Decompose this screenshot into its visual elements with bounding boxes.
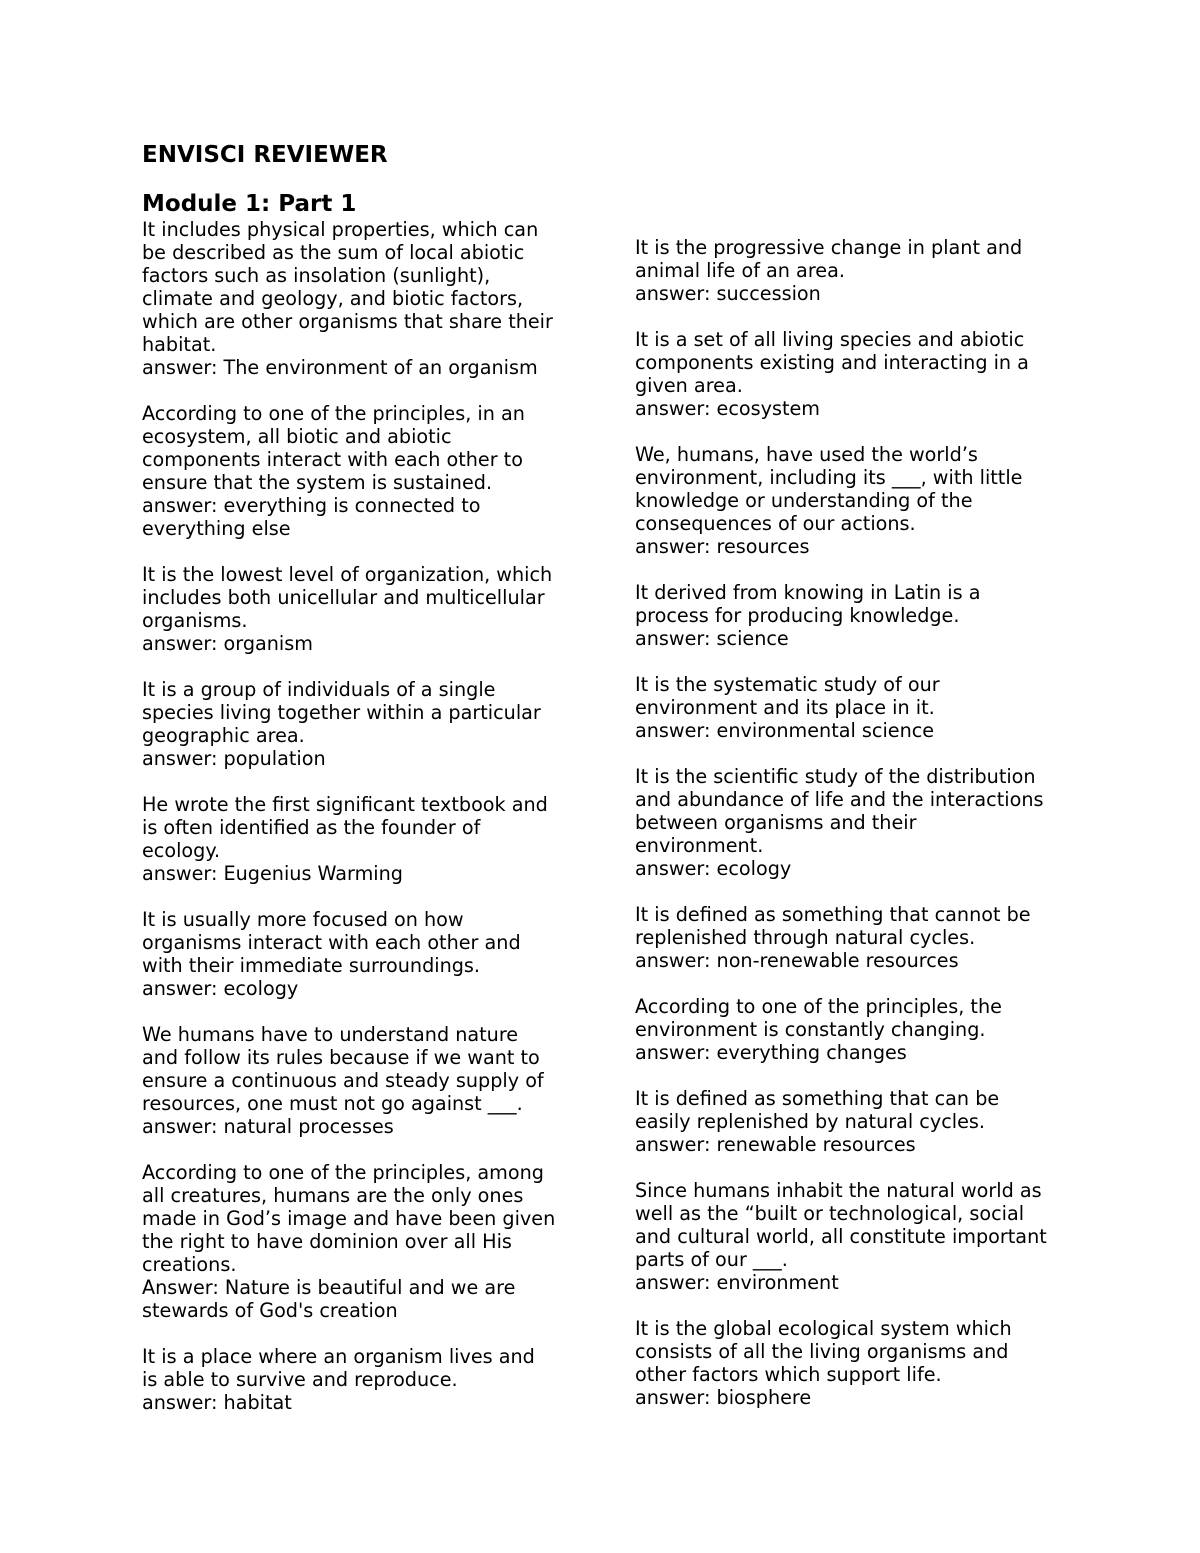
answer-line: answer: ecology (635, 857, 792, 880)
question-line: the right to have dominion over all His (142, 1230, 512, 1253)
question-line: It is a group of individuals of a single (142, 678, 496, 701)
answer-line: answer: biosphere (635, 1386, 812, 1409)
answer-line: answer: habitat (142, 1391, 292, 1414)
answer-line: answer: environment (635, 1271, 839, 1294)
question-line: It is usually more focused on how (142, 908, 464, 931)
right-column (635, 236, 1075, 1432)
question-line: replenished through natural cycles. (635, 926, 976, 949)
question-line: It is the systematic study of our (635, 673, 940, 696)
answer-line: Answer: Nature is beautiful and we are (142, 1276, 516, 1299)
question-line: consequences of our actions. (635, 512, 916, 535)
question-line: all creatures, humans are the only ones (142, 1184, 524, 1207)
question-line: between organisms and their (635, 811, 917, 834)
module-heading: Module 1: Part 1 (142, 191, 357, 217)
question-line: It is a set of all living species and abiotic (635, 328, 1025, 351)
question-item (142, 1023, 582, 1138)
question-line: knowledge or understanding of the (635, 489, 973, 512)
question-line: environment is constantly changing. (635, 1018, 986, 1041)
question-item (635, 328, 1075, 420)
question-line: easily replenished by natural cycles. (635, 1110, 985, 1133)
answer-line: answer: organism (142, 632, 313, 655)
answer-line: answer: The environment of an organism (142, 356, 538, 379)
left-column (142, 190, 582, 1437)
answer-line: answer: resources (635, 535, 810, 558)
question-item (142, 908, 582, 1000)
question-line: According to one of the principles, among (142, 1161, 544, 1184)
question-line: habitat. (142, 333, 217, 356)
answer-line: answer: science (635, 627, 789, 650)
question-line: It is a place where an organism lives and (142, 1345, 535, 1368)
question-line: species living together within a particular (142, 701, 541, 724)
question-item (635, 581, 1075, 650)
question-line: which are other organisms that share their (142, 310, 553, 333)
question-item (635, 995, 1075, 1064)
answer-line: answer: non-renewable resources (635, 949, 959, 972)
question-line: consists of all the living organisms and (635, 1340, 1009, 1363)
question-item (635, 1317, 1075, 1409)
question-line: It is the progressive change in plant and (635, 236, 1023, 259)
question-line: be described as the sum of local abiotic (142, 241, 525, 264)
answer-line: answer: succession (635, 282, 821, 305)
question-line: given area. (635, 374, 743, 397)
question-line: According to one of the principles, the (635, 995, 1002, 1018)
question-line: environment, including its ___, with little (635, 466, 1023, 489)
question-item (142, 402, 582, 540)
question-line: creations. (142, 1253, 237, 1276)
question-line: process for producing knowledge. (635, 604, 960, 627)
question-line: It includes physical properties, which can (142, 218, 539, 241)
right-item-list (635, 236, 1075, 1409)
question-line: with their immediate surroundings. (142, 954, 481, 977)
question-item (635, 443, 1075, 558)
question-line: other factors which support life. (635, 1363, 942, 1386)
question-line: is often identified as the founder of (142, 816, 481, 839)
question-line: It is defined as something that can be (635, 1087, 1000, 1110)
question-line: It is the global ecological system which (635, 1317, 1012, 1340)
answer-line: answer: everything changes (635, 1041, 907, 1064)
question-item (635, 903, 1075, 972)
question-item (142, 1161, 582, 1322)
question-line: well as the “built or technological, social (635, 1202, 1025, 1225)
question-line: includes both unicellular and multicellular (142, 586, 545, 609)
question-line: stewards of God's creation (142, 1299, 398, 1322)
question-line: We humans have to understand nature (142, 1023, 519, 1046)
question-line: and follow its rules because if we want to (142, 1046, 540, 1069)
question-line: organisms interact with each other and (142, 931, 521, 954)
question-item (635, 1087, 1075, 1156)
question-line: It is the lowest level of organization, which (142, 563, 553, 586)
question-line: factors such as insolation (sunlight), (142, 264, 491, 287)
question-line: ensure a continuous and steady supply of (142, 1069, 544, 1092)
question-item (635, 673, 1075, 742)
question-item (635, 765, 1075, 880)
question-line: and cultural world, all constitute important (635, 1225, 1047, 1248)
page-title: ENVISCI REVIEWER (142, 142, 388, 168)
question-line: animal life of an area. (635, 259, 845, 282)
question-line: climate and geology, and biotic factors, (142, 287, 524, 310)
answer-line: answer: population (142, 747, 326, 770)
answer-line: answer: ecology (142, 977, 299, 1000)
question-line: made in God’s image and have been given (142, 1207, 556, 1230)
answer-line: answer: environmental science (635, 719, 935, 742)
answer-line: answer: Eugenius Warming (142, 862, 403, 885)
question-line: It is the scientific study of the distribution (635, 765, 1036, 788)
question-item (142, 563, 582, 655)
question-line: ecosystem, all biotic and abiotic (142, 425, 452, 448)
question-line: environment. (635, 834, 764, 857)
question-line: and abundance of life and the interactions (635, 788, 1044, 811)
answer-line: answer: everything is connected to (142, 494, 481, 517)
answer-line: answer: ecosystem (635, 397, 820, 420)
question-line: It is defined as something that cannot be (635, 903, 1031, 926)
left-item-list (142, 218, 582, 1414)
question-item (142, 678, 582, 770)
question-item (142, 793, 582, 885)
question-line: According to one of the principles, in an (142, 402, 525, 425)
answer-line: answer: natural processes (142, 1115, 394, 1138)
question-line: We, humans, have used the world’s (635, 443, 978, 466)
question-line: components interact with each other to (142, 448, 523, 471)
question-line: is able to survive and reproduce. (142, 1368, 458, 1391)
question-line: resources, one must not go against ___. (142, 1092, 523, 1115)
question-line: He wrote the first significant textbook and (142, 793, 548, 816)
question-line: ecology. (142, 839, 221, 862)
question-line: geographic area. (142, 724, 305, 747)
question-item (142, 1345, 582, 1414)
question-line: ensure that the system is sustained. (142, 471, 493, 494)
question-line: environment and its place in it. (635, 696, 935, 719)
question-line: It derived from knowing in Latin is a (635, 581, 981, 604)
question-item (635, 236, 1075, 305)
question-line: organisms. (142, 609, 248, 632)
question-line: Since humans inhabit the natural world as (635, 1179, 1042, 1202)
question-item (635, 1179, 1075, 1294)
question-item (142, 218, 582, 379)
question-line: everything else (142, 517, 291, 540)
answer-line: answer: renewable resources (635, 1133, 916, 1156)
question-line: parts of our ___. (635, 1248, 788, 1271)
question-line: components existing and interacting in a (635, 351, 1029, 374)
